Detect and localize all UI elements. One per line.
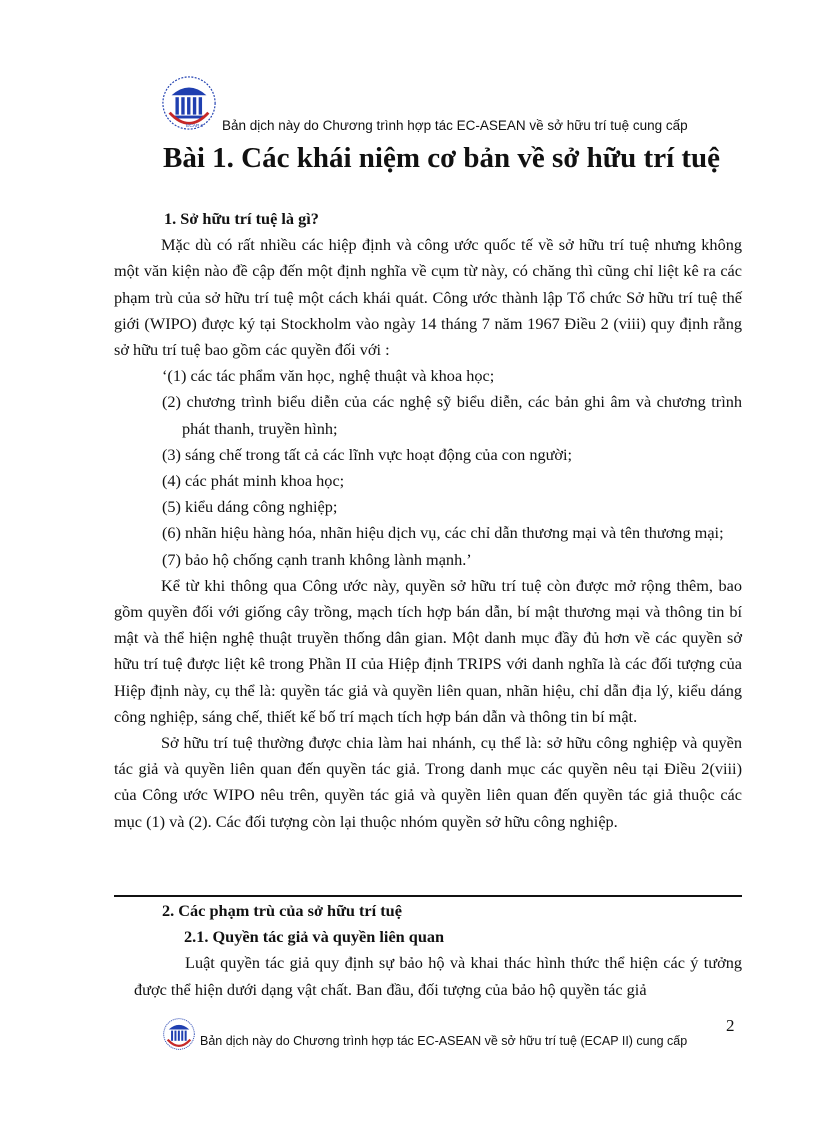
section-divider [114,895,742,897]
list-item: (2) chương trình biểu diễn của các nghệ sỹ biểu diễn, các bản ghi âm và chương trình phát thanh, truyền hình; [162,392,742,438]
footer-note: Bản dịch này do Chương trình hợp tác EC-ASEAN về sở hữu trí tuệ (ECAP II) cung cấp [200,1034,688,1048]
list-item: (6) nhãn hiệu hàng hóa, nhãn hiệu dịch vụ, các chỉ dẫn thương mại và tên thương mại; [162,523,724,543]
list-item: (3) sáng chế trong tất cả các lĩnh vực hoạt động của con người; [162,444,573,464]
section-2-1-heading: 2.1. Quyền tác giả và quyền liên quan [184,927,445,947]
list-item: (7) bảo hộ chống cạnh tranh không lành mạnh.’ [162,549,472,569]
section-2-heading: 2. Các phạm trù của sở hữu trí tuệ [162,901,402,920]
paragraph-branches: Sở hữu trí tuệ thường được chia làm hai nhánh, cụ thể là: sở hữu công nghiệp và quyền tác giả và quyền liên quan đến quyền tác giả. Trong danh mục các quyền nêu tại Điều 2(viii) của Công ước WIPO nêu trên, quyền tác giả và quyền liên quan đến quyền tác giả thuộc các mục (1) và (2). Các đối tượng còn lại thuộc nhóm quyền sở hữu công nghiệp. [114,733,742,831]
paragraph-copyright: Luật quyền tác giả quy định sự bảo hộ và khai thác hình thức thể hiện các ý tưởng được thể hiện dưới dạng vật chất. Ban đầu, đối tượng của bảo hộ quyền tác giả [134,953,742,999]
ecap-logo-icon [160,74,218,132]
page-number: 2 [726,1016,735,1035]
section-1-heading: 1. Sở hữu trí tuệ là gì? [164,209,319,228]
paragraph-extension: Kể từ khi thông qua Công ước này, quyền sở hữu trí tuệ còn được mở rộng thêm, bao gồm quyền đối với giống cây trồng, mạch tích hợp bán dẫn, bí mật thương mại và thông tin bí mật và thể hiện nghệ thuật truyền thống dân gian. Một danh mục đầy đủ hơn về các quyền sở hữu trí tuệ được liệt kê trong Phần II của Hiệp định TRIPS với danh nghĩa là các đối tượng của Hiệp định này, cụ thể là: quyền tác giả và quyền liên quan, nhãn hiệu, chỉ dẫn địa lý, kiểu dáng công nghiệp, sáng chế, thiết kế bố trí mạch tích hợp bán dẫn và thông tin bí mật. [114,575,742,726]
page-title: Bài 1. Các khái niệm cơ bản về sở hữu trí tuệ [163,142,721,174]
section-1 [114,200,742,835]
section-2 [114,898,742,1003]
ecap-footer-logo-icon [162,1017,196,1051]
paragraph-intro: Mặc dù có rất nhiều các hiệp định và công ước quốc tế về sở hữu trí tuệ nhưng không một văn kiện nào đề cập đến một định nghĩa về cụm từ này, có chăng thì cũng chỉ liệt kê ra các phạm trù của sở hữu trí tuệ một cách khái quát. Công ước thành lập Tổ chức Sở hữu trí tuệ thế giới (WIPO) được ký tại Stockholm vào ngày 14 tháng 7 năm 1967 Điều 2 (viii) quy định rằng sở hữu trí tuệ bao gồm các quyền đối với : [114,235,742,360]
logo-text: ECAP II [186,124,204,130]
list-item: (4) các phát minh khoa học; [162,471,345,491]
list-item: (5) kiểu dáng công nghiệp; [162,497,338,517]
list-item: ‘(1) các tác phẩm văn học, nghệ thuật và khoa học; [162,366,495,386]
header-note: Bản dịch này do Chương trình hợp tác EC-ASEAN về sở hữu trí tuệ cung cấp [222,118,688,133]
